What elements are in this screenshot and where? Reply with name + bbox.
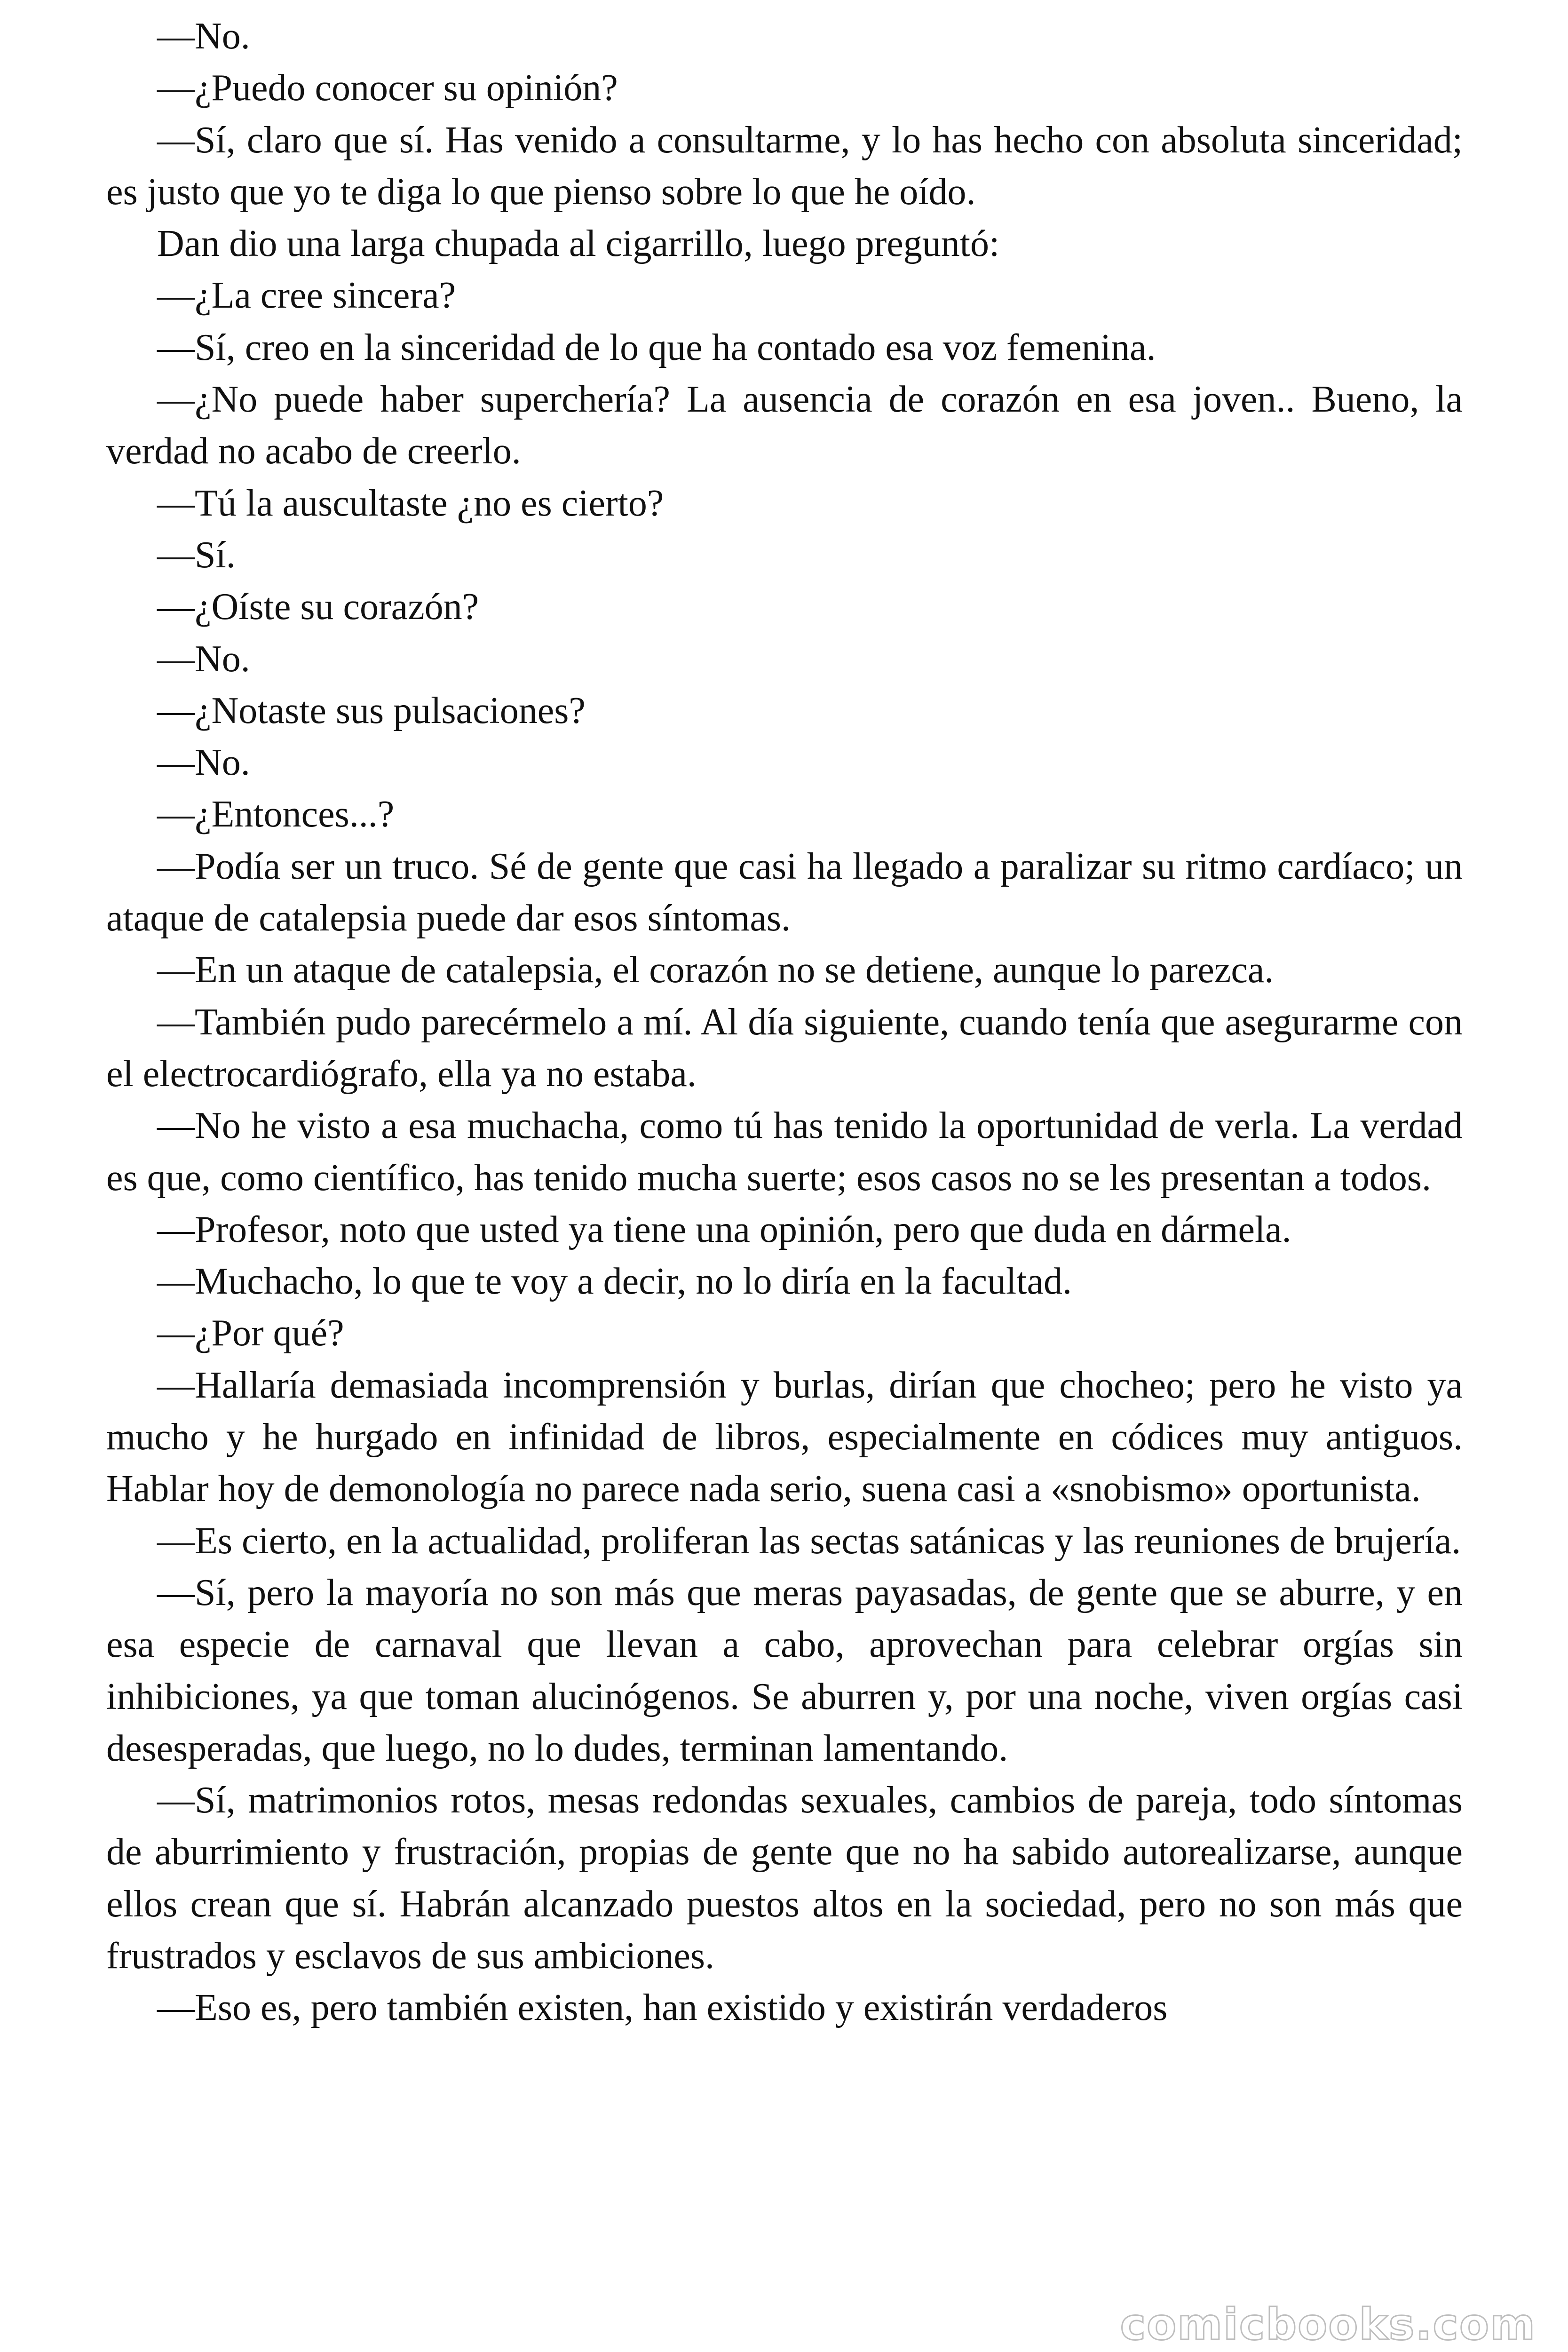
paragraph: —Sí, creo en la sinceridad de lo que ha contado esa voz femenina. <box>157 326 1156 368</box>
paragraph: —También pudo parecérmelo a mí. Al día siguiente, cuando tenía que asegurarme con el electrocardiógrafo, ella ya no estaba. <box>106 1001 1463 1095</box>
paragraph: —¿No puede haber superchería? La ausencia de corazón en esa joven.. Bueno, la verdad no acabo de creerlo. <box>106 379 1463 472</box>
paragraph: —¿Notaste sus pulsaciones? <box>157 690 586 731</box>
paragraph: —En un ataque de catalepsia, el corazón no se detiene, aunque lo parezca. <box>157 949 1274 991</box>
paragraph: —No. <box>157 742 250 784</box>
paragraph: —Sí, pero la mayoría no son más que meras payasadas, de gente que se aburre, y en esa especie de carnaval que llevan a cabo, aprovechan para celebrar orgías sin inhibiciones, ya que toman alucinógenos. Se aburren y, por una noche, viven orgías casi desesperadas, que luego, no lo dudes, terminan lamentando. <box>106 1572 1463 1769</box>
paragraph: —Sí, matrimonios rotos, mesas redondas sexuales, cambios de pareja, todo síntomas de aburrimiento y frustración, propias de gente que no ha sabido autorealizarse, aunque ellos crean que sí. Habrán alcanzado puestos altos en la sociedad, pero no son más que frustrados y esclavos de sus ambiciones. <box>106 1780 1463 1977</box>
book-page-text <box>106 10 1463 2034</box>
paragraph: Dan dio una larga chupada al cigarrillo, luego preguntó: <box>157 223 1000 265</box>
paragraph: —Muchacho, lo que te voy a decir, no lo diría en la facultad. <box>157 1261 1072 1303</box>
paragraph: —Hallaría demasiada incomprensión y burlas, dirían que chocheo; pero he visto ya mucho y he hurgado en infinidad de libros, especialmente en códices muy antiguos. Hablar hoy de demonología no parece nada serio, suena casi a «snobismo» oportunista. <box>106 1364 1463 1510</box>
paragraph: —¿La cree sincera? <box>157 275 456 317</box>
paragraph: —¿Por qué? <box>157 1312 344 1354</box>
paragraph: —Sí. <box>157 534 236 576</box>
paragraph: —Eso es, pero también existen, han existido y existirán verdaderos <box>157 1987 1168 2029</box>
paragraph: —Sí, claro que sí. Has venido a consultarme, y lo has hecho con absoluta sinceridad; es justo que yo te diga lo que pienso sobre lo que he oído. <box>106 119 1463 213</box>
paragraph: —¿Entonces...? <box>157 794 395 835</box>
paragraph: —No. <box>157 16 250 57</box>
paragraph: —Profesor, noto que usted ya tiene una opinión, pero que duda en dármela. <box>157 1208 1291 1250</box>
paragraph: —Tú la auscultaste ¿no es cierto? <box>157 482 664 524</box>
paragraph: —¿Oíste su corazón? <box>157 586 479 628</box>
paragraph: —¿Puedo conocer su opinión? <box>157 67 618 109</box>
paragraph: —No. <box>157 638 250 680</box>
watermark-logo: comicbooks.com <box>1120 2299 1536 2350</box>
paragraph: —No he visto a esa muchacha, como tú has tenido la oportunidad de verla. La verdad es que, como científico, has tenido mucha suerte; esos casos no se les presentan a todos. <box>106 1105 1463 1199</box>
paragraph: —Podía ser un truco. Sé de gente que casi ha llegado a paralizar su ritmo cardíaco; un ataque de catalepsia puede dar esos síntomas. <box>106 845 1463 939</box>
paragraph: —Es cierto, en la actualidad, proliferan las sectas satánicas y las reuniones de brujería. <box>157 1520 1461 1562</box>
